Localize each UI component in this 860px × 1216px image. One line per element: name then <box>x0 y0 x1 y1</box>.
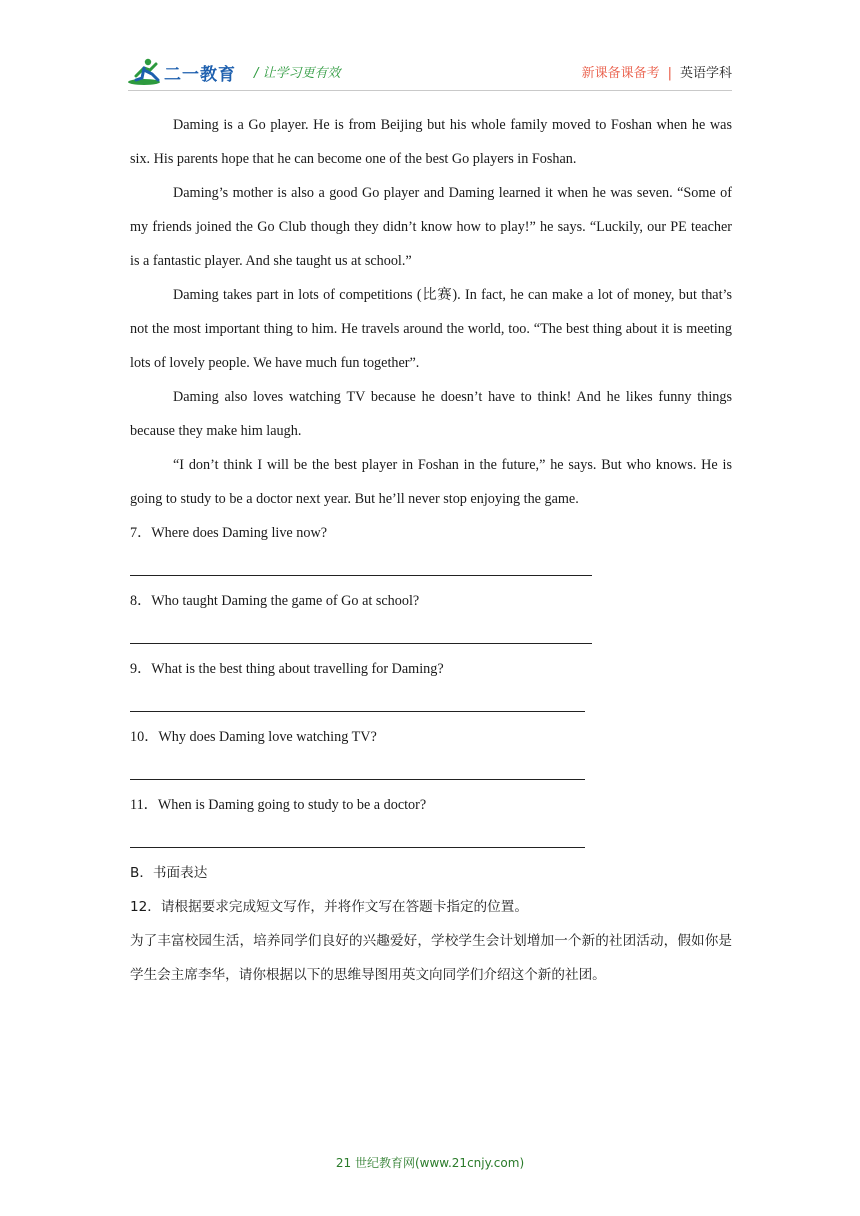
question-7: 7．Where does Daming live now? <box>130 525 327 541</box>
passage-paragraph: Daming is a Go player. He is from Beijing but his whole family moved to Foshan when he was six. His parents hope that he can become one of the best Go players in Foshan. <box>130 117 732 167</box>
question-8: 8．Who taught Daming the game of Go at school? <box>130 593 420 609</box>
answer-line-8[interactable] <box>130 618 732 652</box>
header-slogan: / 让学习更有效 <box>254 66 341 81</box>
header-divider <box>128 90 732 91</box>
question-9: 9．What is the best thing about travelling for Daming? <box>130 661 444 677</box>
question-10: 10．Why does Daming love watching TV? <box>130 729 377 745</box>
answer-line-7[interactable] <box>130 550 732 584</box>
answer-line-11[interactable] <box>130 822 732 856</box>
section-b-task: 12．请根据要求完成短文写作，并将作文写在答题卡指定的位置。 <box>130 899 528 915</box>
section-b-prompt: 为了丰富校园生活，培养同学们良好的兴趣爱好，学校学生会计划增加一个新的社团活动，假如你是学生会主席李华，请你根据以下的思维导图用英文向同学们介绍这个新的社团。 <box>130 933 732 983</box>
page-header <box>128 52 732 92</box>
passage-paragraph: Daming’s mother is also a good Go player and Daming learned it when he was seven. “Some of my friends joined the Go Club though they didn’t know how to play!” he says. “Luckily, our PE teacher is a fantastic player. And she taught us at school.” <box>130 185 732 269</box>
header-separator: | <box>667 66 672 81</box>
answer-line-10[interactable] <box>130 754 732 788</box>
header-category: 新课备课备考 <box>581 66 660 81</box>
answer-line-9[interactable] <box>130 686 732 720</box>
section-b-title: B．书面表达 <box>130 865 208 881</box>
page-footer: 21 世纪教育网(www.21cnjy.com) <box>335 1156 525 1170</box>
logo-text: 二一教育 <box>164 65 236 85</box>
question-11: 11．When is Daming going to study to be a doctor? <box>130 797 427 813</box>
passage-paragraph: Daming also loves watching TV because he doesn’t have to think! And he likes funny things because they make him laugh. <box>130 389 732 439</box>
header-subject: 英语学科 <box>679 66 732 81</box>
main-content <box>130 108 732 992</box>
passage-paragraph: Daming takes part in lots of competitions (比赛). In fact, he can make a lot of money, but that’s not the most important thing to him. He travels around the world, too. “The best thing about it is meeting lots of lovely people. We have much fun together”. <box>130 287 732 371</box>
passage-paragraph: “I don’t think I will be the best player in Foshan in the future,” he says. But who knows. He is going to study to be a doctor next year. But he’ll never stop enjoying the game. <box>130 457 732 507</box>
header-right <box>582 62 732 81</box>
